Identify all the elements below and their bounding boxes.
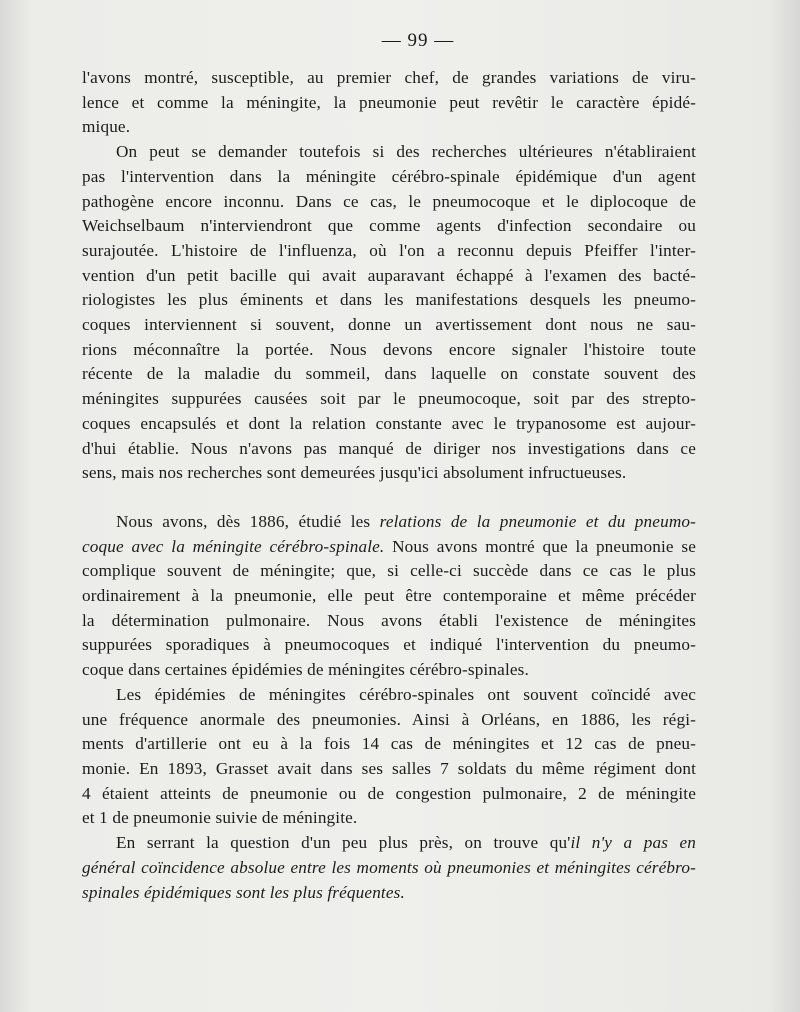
paragraph-3 <box>82 510 696 683</box>
text-line: sens, mais nos recherches sont demeurées jusqu'ici absolument infructueuses. <box>82 463 627 483</box>
text-line: ordinairement à la pneumonie, elle peut être contemporaine et même précéder <box>82 586 696 606</box>
text-run: Nous avons montré que la pneumonie se <box>384 536 696 556</box>
page-number: — 99 — <box>381 30 455 51</box>
text-line: complique souvent de méningite; que, si celle-ci succède dans ce cas le plus <box>82 561 696 581</box>
italic-title: relations de la pneumonie et du pneumo- <box>379 511 696 531</box>
text-line: monie. En 1893, Grasset avait dans ses salles 7 soldats du même régiment dont <box>82 758 696 778</box>
text-line: et 1 de pneumonie suivie de méningite. <box>82 808 358 828</box>
paragraph-2 <box>82 140 696 486</box>
text-line: surajoutée. L'histoire de l'influenza, où l'on a reconnu depuis Pfeiffer l'inter- <box>82 240 696 260</box>
text-line: vention d'un petit bacille qui avait auparavant échappé à l'examen des bacté- <box>82 265 696 285</box>
text-run: En serrant la question d'un peu plus près, on trouve qu' <box>116 833 571 853</box>
text-line: pathogène encore inconnu. Dans ce cas, le pneumocoque et le diplocoque de <box>82 191 696 211</box>
italic-emphasis: il n'y a pas en <box>570 833 696 853</box>
text-line: Les épidémies de méningites cérébro-spinales ont souvent coïncidé avec <box>116 684 696 704</box>
text-line: On peut se demander toutefois si des recherches ultérieures n'établiraient <box>116 142 696 162</box>
text-line: mique. <box>82 117 131 137</box>
text-line: Weichselbaum n'interviendront que comme agents d'infection secondaire ou <box>82 216 696 236</box>
text-line: suppurées sporadiques à pneumocoques et indiqué l'intervention du pneumo- <box>82 635 696 655</box>
text-line: l'avons montré, susceptible, au premier chef, de grandes variations de viru- <box>82 68 696 87</box>
paragraph-1 <box>82 66 696 140</box>
text-line <box>82 831 696 856</box>
italic-emphasis: spinales épidémiques sont les plus fréquentes. <box>82 882 405 902</box>
text-line: coques encapsulés et dont la relation constante avec le trypanosome est aujour- <box>82 413 696 433</box>
text-line: une fréquence anormale des pneumonies. Ainsi à Orléans, en 1886, les régi- <box>82 709 696 729</box>
text-line <box>82 535 696 560</box>
body-text <box>82 66 696 905</box>
text-line: la détermination pulmonaire. Nous avons établi l'existence de méningites <box>82 610 696 630</box>
text-line: récente de la maladie du sommeil, dans laquelle on constate souvent des <box>82 364 696 384</box>
paragraph-4 <box>82 683 696 831</box>
text-line: d'hui établie. Nous n'avons pas manqué de diriger nos investigations dans ce <box>82 438 696 458</box>
text-line: coque dans certaines épidémies de méningites cérébro-spinales. <box>82 660 529 680</box>
text-line <box>82 881 696 906</box>
paragraph-5 <box>82 831 696 905</box>
text-line: ments d'artillerie ont eu à la fois 14 cas de méningites et 12 cas de pneu- <box>82 734 696 754</box>
text-line: riologistes les plus éminents et dans les manifestations desquels les pneumo- <box>82 290 696 310</box>
text-line: rions méconnaître la portée. Nous devons encore signaler l'histoire toute <box>82 339 696 359</box>
text-line: pas l'intervention dans la méningite cérébro-spinale épidémique d'un agent <box>82 166 696 186</box>
text-line: méningites suppurées causées soit par le pneumocoque, soit par des strepto- <box>82 389 696 409</box>
text-run: Nous avons, dès 1886, étudié les <box>116 511 380 531</box>
italic-emphasis: général coïncidence absolue entre les moments où pneumonies et méningites cérébro- <box>82 857 696 877</box>
text-line <box>82 856 696 881</box>
text-line: lence et comme la méningite, la pneumonie peut revêtir le caractère épidé- <box>82 92 696 112</box>
text-line <box>82 510 696 535</box>
text-line: coques interviennent si souvent, donne un avertissement dont nous ne sau- <box>82 315 696 335</box>
italic-title: coque avec la méningite cérébro-spinale. <box>82 536 385 556</box>
text-line: 4 étaient atteints de pneumonie ou de congestion pulmonaire, 2 de méningite <box>82 783 696 803</box>
